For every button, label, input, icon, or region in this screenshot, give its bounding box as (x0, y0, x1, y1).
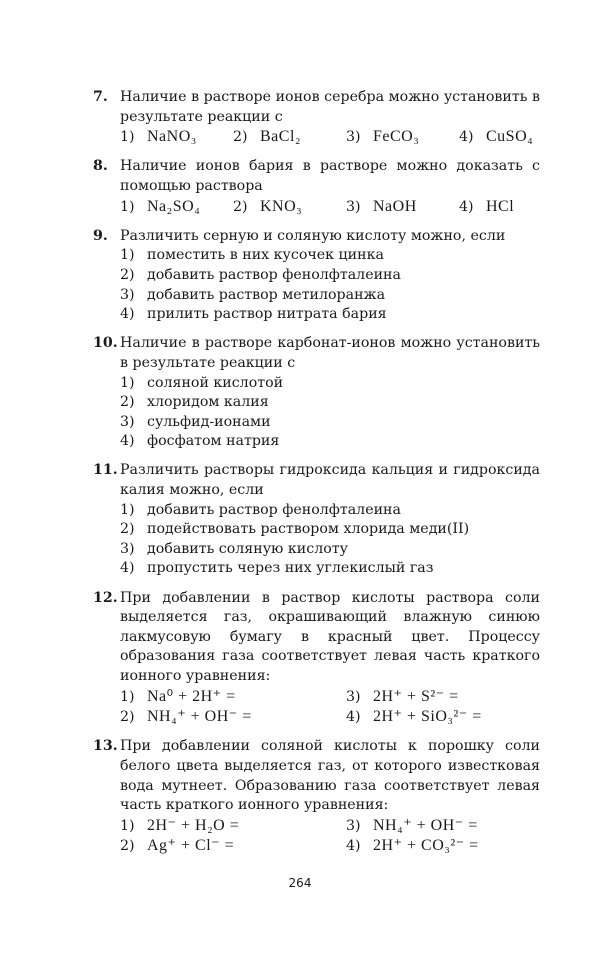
option-label: 4) (120, 306, 135, 323)
question-text: Наличие в растворе ионов серебра можно установить в результате реакции с (120, 89, 540, 125)
answer-option (120, 197, 233, 218)
question-text: Наличие в растворе карбонат-ионов можно установить в результате реакции с (120, 335, 540, 371)
option-text: NH₄⁺ + OH⁻ = (147, 708, 252, 726)
option-label: 2) (120, 838, 135, 855)
question-text: Различить растворы гидроксида кальция и гидроксида калия можно, если (120, 462, 540, 499)
question-7 (93, 88, 540, 148)
answer-option (120, 266, 540, 286)
answer-option (459, 127, 559, 148)
answer-option (120, 540, 540, 560)
option-text: 2H⁺ + CO₃²⁻ = (373, 837, 479, 855)
question-number: 10. (93, 335, 118, 352)
option-label: 1) (120, 817, 135, 834)
question-12 (93, 589, 540, 728)
option-text: поместить в них кусочек цинка (147, 247, 384, 264)
answer-option (346, 687, 546, 708)
answer-option (120, 393, 540, 413)
option-label: 2) (120, 266, 135, 283)
option-text: HCl (486, 197, 515, 215)
option-label: 4) (459, 198, 474, 215)
option-label: 1) (120, 501, 135, 518)
option-label: 4) (120, 560, 135, 577)
question-text: Различить серную и соляную кислоту можно, если (120, 227, 506, 244)
answer-option (120, 246, 540, 266)
option-text: прилить раствор нитрата бария (147, 306, 387, 323)
answer-option (346, 816, 546, 837)
answer-option (120, 413, 540, 433)
answer-option (346, 836, 546, 857)
answer-options (120, 127, 540, 148)
answer-option (233, 197, 346, 218)
option-text: хлоридом калия (147, 394, 269, 411)
option-label: 4) (120, 433, 135, 450)
option-label: 3) (346, 129, 361, 146)
option-text: пропустить через них углекислый газ (147, 560, 434, 577)
question-number: 13. (93, 738, 118, 755)
answer-options (120, 197, 540, 218)
option-label: 3) (120, 286, 135, 303)
option-text: NaOH (373, 197, 417, 215)
option-label: 2) (120, 521, 135, 538)
option-label: 1) (120, 247, 135, 264)
option-text: добавить раствор метилоранжа (147, 286, 386, 303)
answer-option (120, 374, 540, 394)
answer-option (120, 432, 540, 452)
answer-option (120, 707, 346, 728)
option-label: 2) (233, 198, 248, 215)
option-label: 1) (120, 688, 135, 705)
question-number: 8. (93, 158, 108, 175)
question-number: 12. (93, 589, 118, 606)
option-label: 3) (120, 540, 135, 557)
option-text: добавить раствор фенолфталеина (147, 266, 401, 283)
question-10 (93, 334, 540, 452)
option-label: 3) (346, 198, 361, 215)
question-list (93, 88, 540, 867)
option-text: Na⁰ + 2H⁺ = (147, 687, 236, 705)
question-text: Наличие ионов бария в растворе можно доказать с помощью раствора (120, 158, 540, 194)
question-text: При добавлении в раствор кислоты раствора соли выделяется газ, окрашивающий влажную синюю лакмусовую бумагу в красный цвет. Процессу образования газа соответствует левая часть краткого ионного уравнения: (120, 589, 540, 684)
option-text: подействовать раствором хлорида меди(II) (147, 521, 470, 538)
answer-option (346, 127, 459, 148)
option-text: добавить раствор фенолфталеина (147, 501, 401, 518)
answer-option (120, 559, 540, 579)
page-number: 264 (288, 876, 312, 890)
answer-option (346, 707, 546, 728)
answer-option (120, 836, 346, 857)
answer-option (120, 501, 540, 521)
option-text: 2H⁺ + S²⁻ = (373, 687, 459, 705)
option-text: Na₂SO₄ (147, 197, 201, 215)
answer-options (120, 687, 540, 728)
answer-option (120, 520, 540, 540)
question-9 (93, 227, 540, 325)
option-text: 2H⁻ + H₂O = (147, 816, 240, 834)
option-text: Ag⁺ + Cl⁻ = (147, 837, 235, 855)
option-label: 1) (120, 129, 135, 146)
option-label: 4) (346, 838, 361, 855)
answer-option (120, 305, 540, 325)
option-text: BaCl₂ (260, 128, 301, 146)
question-number: 9. (93, 227, 108, 244)
option-label: 3) (346, 817, 361, 834)
answer-option (346, 197, 459, 218)
option-label: 3) (120, 413, 135, 430)
option-label: 1) (120, 374, 135, 391)
option-text: NaNO₃ (147, 128, 197, 146)
question-text: При добавлении соляной кислоты к порошку соли белого цвета выделяется газ, от которого известковая вода мутнеет. Образованию газа соответствует левая часть краткого ионного уравнения: (120, 738, 540, 814)
option-text: сульфид-ионами (147, 413, 271, 430)
answer-option (233, 127, 346, 148)
option-text: соляной кислотой (147, 374, 284, 391)
question-8 (93, 157, 540, 217)
option-text: добавить соляную кислоту (147, 540, 348, 557)
answer-option (120, 127, 233, 148)
option-text: фосфатом натрия (147, 433, 280, 450)
question-number: 11. (93, 462, 118, 479)
option-text: CuSO₄ (486, 128, 534, 146)
option-label: 3) (346, 688, 361, 705)
answer-options (120, 374, 540, 452)
option-text: NH₄⁺ + OH⁻ = (373, 816, 478, 834)
option-text: 2H⁺ + SiO₃²⁻ = (373, 708, 482, 726)
answer-option (120, 286, 540, 306)
option-text: KNO₃ (260, 197, 303, 215)
option-label: 2) (120, 394, 135, 411)
option-text: FeCO₃ (373, 128, 420, 146)
answer-options (120, 246, 540, 324)
question-11 (93, 461, 540, 579)
option-label: 2) (233, 129, 248, 146)
option-label: 4) (346, 709, 361, 726)
option-label: 1) (120, 198, 135, 215)
question-number: 7. (93, 89, 108, 105)
answer-option (120, 687, 346, 708)
option-label: 2) (120, 709, 135, 726)
answer-options (120, 501, 540, 579)
answer-option (459, 197, 559, 218)
option-label: 4) (459, 129, 474, 146)
question-13 (93, 737, 540, 857)
answer-option (120, 816, 346, 837)
answer-options (120, 816, 540, 857)
